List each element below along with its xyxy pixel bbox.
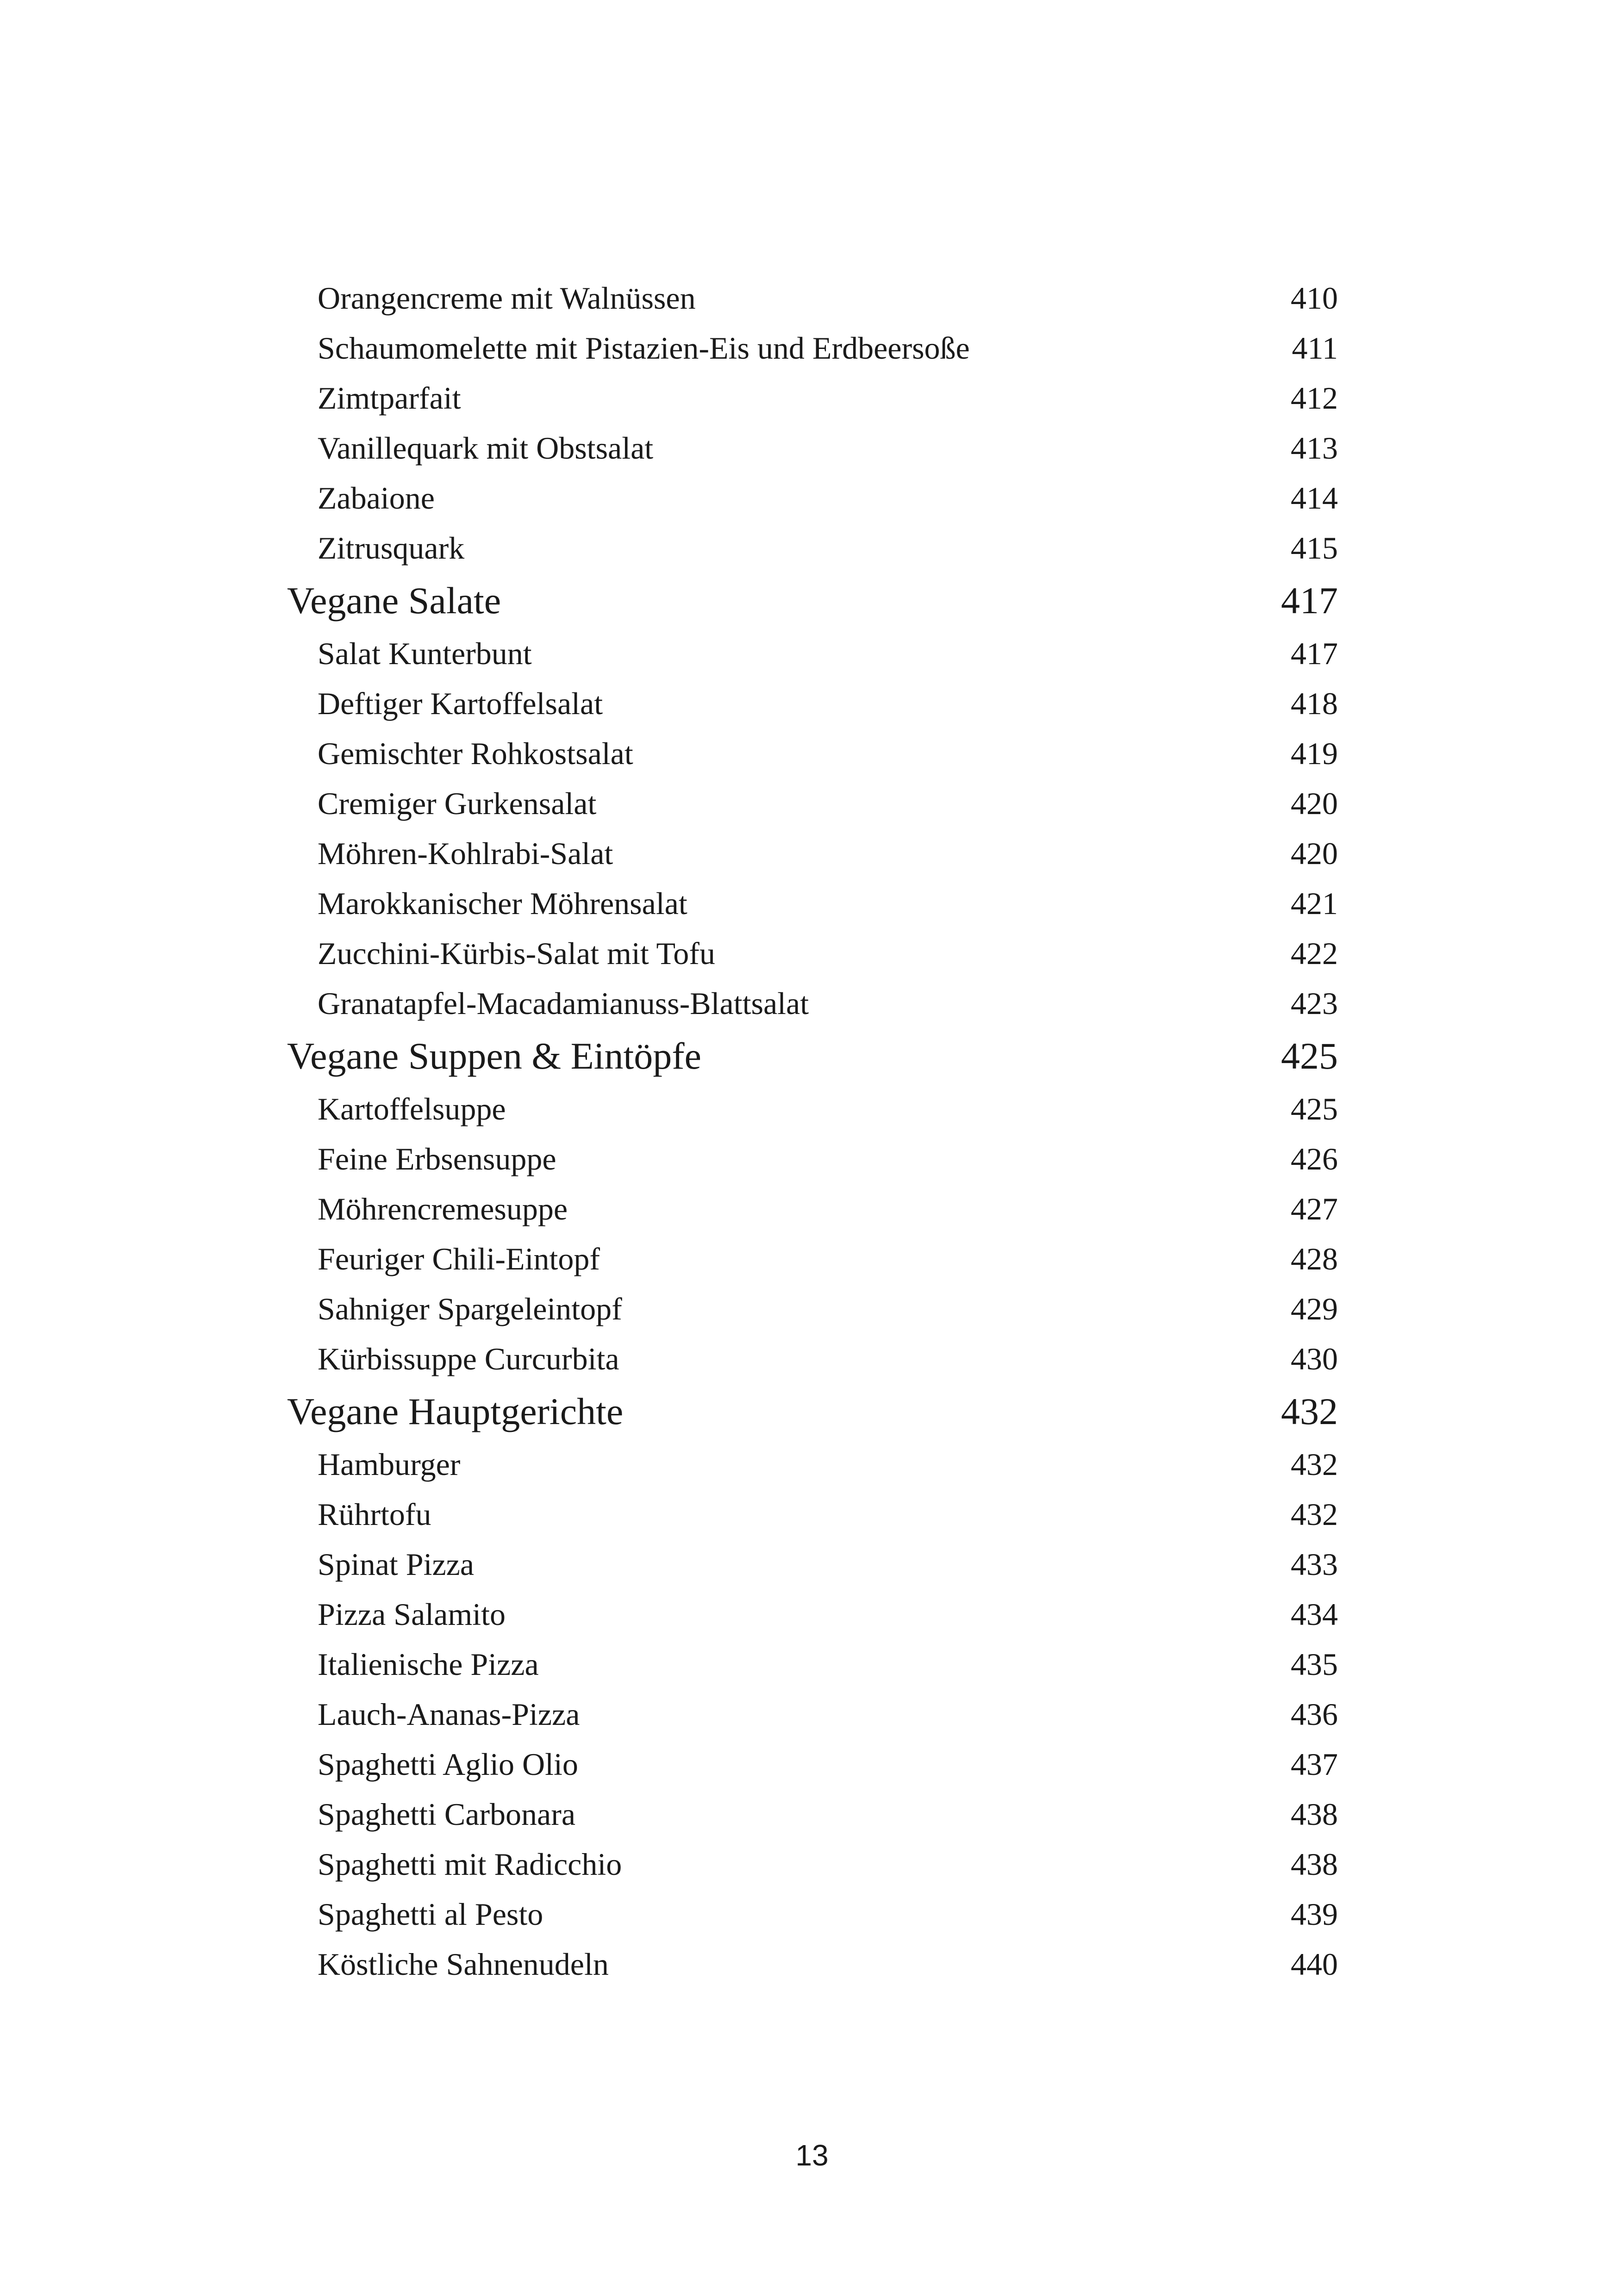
entry-page-number: 422: [1291, 936, 1338, 971]
entry-page-number: 415: [1291, 530, 1338, 566]
section-title: Vegane Suppen & Eintöpfe: [287, 1035, 701, 1077]
toc-entry[interactable]: [287, 1489, 1341, 1539]
entry-page-number: 440: [1291, 1947, 1338, 1982]
toc-entry[interactable]: [287, 828, 1341, 878]
toc-entry[interactable]: [287, 373, 1341, 423]
entry-page-number: 432: [1291, 1497, 1338, 1532]
toc-entry[interactable]: [287, 273, 1341, 323]
page-number: 13: [795, 2139, 829, 2172]
entry-page-number: 412: [1291, 380, 1338, 416]
entry-title: Sahniger Spargeleintopf: [318, 1291, 622, 1326]
entry-title: Marokkanischer Möhrensalat: [318, 886, 687, 921]
entry-title: Zitrusquark: [318, 530, 465, 566]
entry-page-number: 420: [1291, 786, 1338, 821]
entry-page-number: 413: [1291, 430, 1338, 466]
toc-entry[interactable]: [287, 1739, 1341, 1789]
entry-title: Spaghetti mit Radicchio: [318, 1847, 622, 1882]
entry-title: Pizza Salamito: [318, 1597, 506, 1632]
section-title: Vegane Hauptgerichte: [287, 1390, 624, 1432]
entry-page-number: 437: [1291, 1747, 1338, 1782]
entry-page-number: 434: [1291, 1597, 1338, 1632]
toc-entry[interactable]: [287, 1184, 1341, 1234]
toc-entry[interactable]: [287, 1539, 1341, 1589]
entry-title: Granatapfel-Macadamianuss-Blattsalat: [318, 986, 809, 1021]
toc-entry[interactable]: [287, 1334, 1341, 1384]
entry-title: Köstliche Sahnenudeln: [318, 1947, 609, 1982]
entry-title: Rührtofu: [318, 1497, 431, 1532]
toc-entry[interactable]: [287, 1439, 1341, 1489]
toc-entry[interactable]: [287, 523, 1341, 573]
toc-entry[interactable]: [287, 1639, 1341, 1689]
table-of-contents: [287, 273, 1341, 1989]
toc-entry[interactable]: [287, 978, 1341, 1028]
entry-title: Vanillequark mit Obstsalat: [318, 430, 654, 466]
entry-page-number: 417: [1291, 636, 1338, 671]
entry-title: Spaghetti Aglio Olio: [318, 1747, 578, 1782]
entry-page-number: 425: [1281, 1035, 1338, 1077]
toc-section-heading[interactable]: [287, 1384, 1341, 1439]
entry-page-number: 423: [1291, 986, 1338, 1021]
toc-section-heading[interactable]: [287, 1028, 1341, 1084]
entry-title: Deftiger Kartoffelsalat: [318, 686, 603, 721]
toc-entry[interactable]: [287, 678, 1341, 728]
toc-entry[interactable]: [287, 1234, 1341, 1284]
toc-section-heading[interactable]: [287, 573, 1341, 628]
entry-title: Salat Kunterbunt: [318, 636, 532, 671]
entry-page-number: 436: [1291, 1697, 1338, 1732]
entry-page-number: 438: [1291, 1847, 1338, 1882]
entry-page-number: 426: [1291, 1141, 1338, 1176]
entry-page-number: 430: [1291, 1341, 1338, 1376]
toc-entry[interactable]: [287, 323, 1341, 373]
toc-entry[interactable]: [287, 1084, 1341, 1134]
entry-title: Spaghetti al Pesto: [318, 1897, 543, 1932]
entry-title: Gemischter Rohkostsalat: [318, 736, 633, 771]
entry-page-number: 433: [1291, 1547, 1338, 1582]
toc-entry[interactable]: [287, 878, 1341, 928]
entry-title: Kürbissuppe Curcurbita: [318, 1341, 619, 1376]
entry-page-number: 435: [1291, 1647, 1338, 1682]
entry-page-number: 410: [1291, 280, 1338, 316]
toc-entry[interactable]: [287, 1134, 1341, 1184]
entry-title: Spaghetti Carbonara: [318, 1797, 576, 1832]
entry-title: Orangencreme mit Walnüssen: [318, 280, 696, 316]
entry-page-number: 427: [1291, 1191, 1338, 1226]
entry-page-number: 414: [1291, 480, 1338, 516]
entry-title: Spinat Pizza: [318, 1547, 475, 1582]
entry-page-number: 417: [1281, 579, 1338, 622]
entry-page-number: 425: [1291, 1091, 1338, 1126]
toc-entry[interactable]: [287, 1889, 1341, 1939]
toc-entry[interactable]: [287, 1689, 1341, 1739]
entry-title: Feine Erbsensuppe: [318, 1141, 556, 1176]
toc-entry[interactable]: [287, 1939, 1341, 1989]
entry-title: Zabaione: [318, 480, 435, 516]
entry-title: Kartoffelsuppe: [318, 1091, 506, 1126]
toc-entry[interactable]: [287, 1789, 1341, 1839]
entry-title: Zucchini-Kürbis-Salat mit Tofu: [318, 936, 715, 971]
entry-title: Hamburger: [318, 1447, 461, 1482]
section-title: Vegane Salate: [287, 579, 501, 622]
toc-entry[interactable]: [287, 628, 1341, 678]
entry-page-number: 419: [1291, 736, 1338, 771]
entry-page-number: 428: [1291, 1241, 1338, 1276]
entry-page-number: 432: [1281, 1390, 1338, 1432]
entry-page-number: 420: [1291, 836, 1338, 871]
entry-page-number: 421: [1291, 886, 1338, 921]
entry-page-number: 439: [1291, 1897, 1338, 1932]
entry-title: Italienische Pizza: [318, 1647, 539, 1682]
entry-title: Möhren-Kohlrabi-Salat: [318, 836, 613, 871]
toc-entry[interactable]: [287, 928, 1341, 978]
toc-entry[interactable]: [287, 1284, 1341, 1334]
entry-page-number: 418: [1291, 686, 1338, 721]
toc-entry[interactable]: [287, 1839, 1341, 1889]
entry-page-number: 411: [1292, 330, 1338, 366]
entry-page-number: 429: [1291, 1291, 1338, 1326]
toc-entry[interactable]: [287, 423, 1341, 473]
toc-entry[interactable]: [287, 473, 1341, 523]
toc-entry[interactable]: [287, 778, 1341, 828]
toc-entry[interactable]: [287, 1589, 1341, 1639]
entry-page-number: 432: [1291, 1447, 1338, 1482]
toc-entry[interactable]: [287, 728, 1341, 778]
entry-page-number: 438: [1291, 1797, 1338, 1832]
entry-title: Möhrencremesuppe: [318, 1191, 568, 1226]
entry-title: Lauch-Ananas-Pizza: [318, 1697, 580, 1732]
entry-title: Schaumomelette mit Pistazien-Eis und Erdbeersoße: [318, 330, 970, 366]
entry-title: Feuriger Chili-Eintopf: [318, 1241, 600, 1276]
entry-title: Zimtparfait: [318, 380, 461, 416]
entry-title: Cremiger Gurkensalat: [318, 786, 597, 821]
